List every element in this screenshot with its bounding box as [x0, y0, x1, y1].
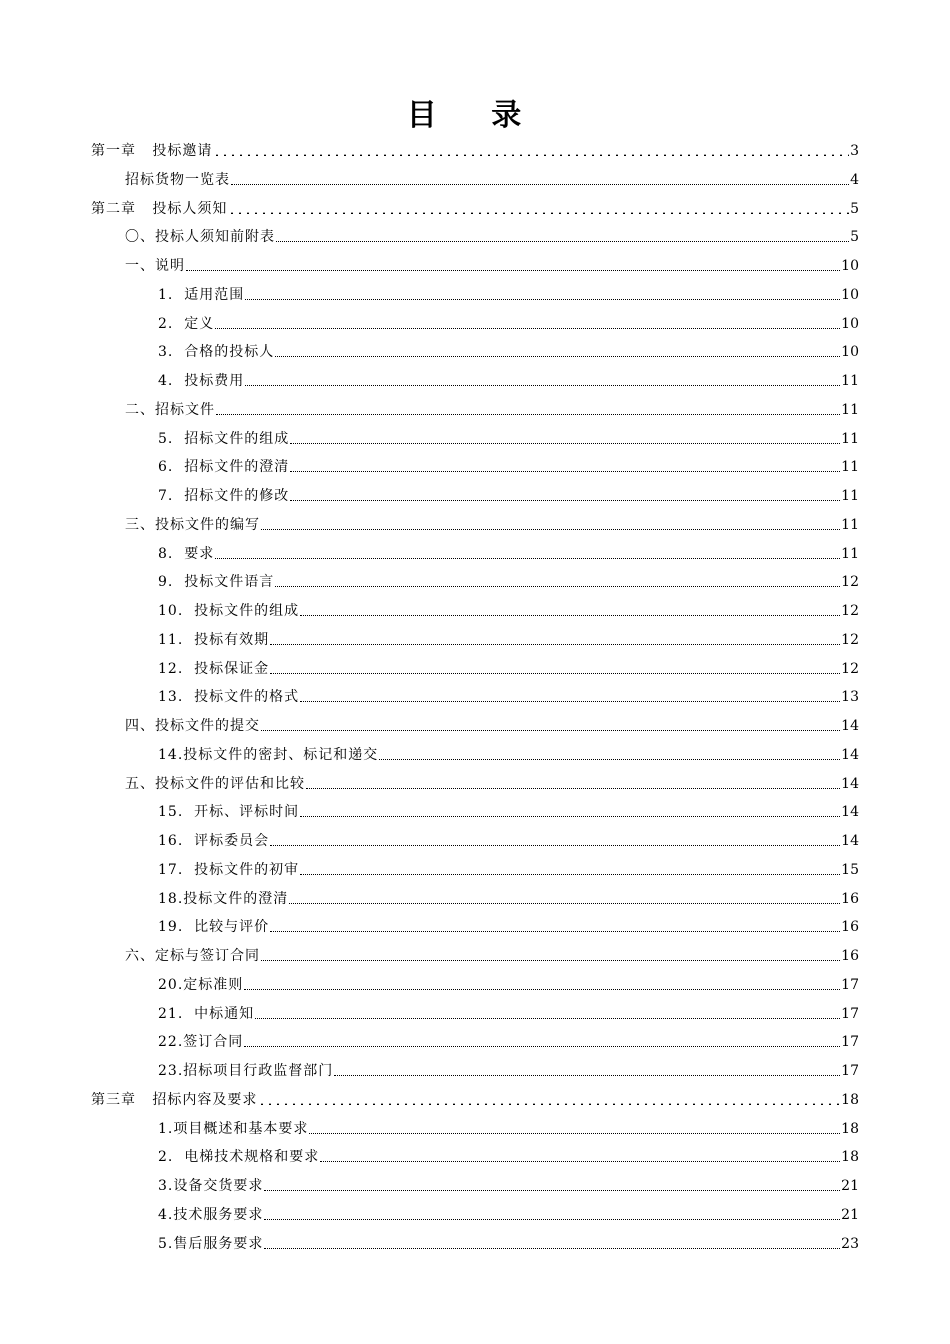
toc-leader-dots [379, 758, 840, 760]
toc-entry[interactable] [125, 771, 859, 793]
toc-entry[interactable] [91, 196, 859, 218]
toc-entry-page: 5 [850, 200, 859, 217]
toc-leader-dots [186, 269, 840, 271]
toc-entry[interactable] [158, 282, 859, 304]
toc-entry[interactable] [158, 541, 859, 563]
toc-entry-label: 6. 招标文件的澄清 [158, 459, 290, 476]
toc-entry-page: 18 [841, 1091, 859, 1108]
toc-entry[interactable] [158, 368, 859, 390]
toc-entry[interactable] [91, 138, 859, 160]
toc-entry-label: 一、说明 [125, 258, 185, 274]
toc-leader-dots [270, 643, 840, 645]
toc-entry[interactable] [158, 598, 859, 620]
toc-entry-page: 18 [841, 1120, 859, 1137]
toc-entry[interactable] [158, 569, 859, 591]
toc-entry-page: 14 [841, 775, 859, 792]
toc-entry-label: 21. 中标通知 [158, 1005, 255, 1022]
toc-leader-dots [245, 298, 840, 300]
toc-entry-label: 4. 投标费用 [158, 373, 245, 389]
toc-entry[interactable] [158, 828, 859, 850]
toc-leader-dots [245, 384, 840, 386]
toc-entry-label: 5. 招标文件的组成 [158, 430, 290, 447]
toc-entry-label: 14.投标文件的密封、标记和递交 [158, 746, 379, 763]
toc-entry-page: 3 [850, 143, 859, 159]
toc-leader-dots [215, 327, 840, 329]
toc-entry[interactable] [158, 1001, 859, 1023]
toc-entry[interactable] [158, 742, 859, 764]
toc-leader-dots [275, 355, 840, 357]
toc-leader-dots [290, 470, 840, 472]
toc-entry[interactable] [125, 943, 859, 965]
toc-entry-label: 22.签订合同 [158, 1034, 244, 1051]
toc-entry-page: 5 [850, 229, 859, 246]
toc-entry[interactable] [158, 1116, 859, 1138]
toc-entry-label: 二、招标文件 [125, 401, 215, 418]
toc-entry-page: 12 [841, 631, 859, 648]
toc-entry-label: 9. 投标文件语言 [158, 574, 275, 591]
toc-entry-page: 11 [841, 401, 859, 418]
toc-leader-dots [270, 930, 840, 932]
toc-leader-dots [244, 1045, 840, 1047]
toc-entry[interactable] [91, 1087, 859, 1109]
toc-leader-dots [270, 672, 840, 674]
toc-leader-dots [309, 1132, 840, 1134]
toc-entry-label: 五、投标文件的评估和比较 [125, 775, 305, 792]
toc-entry-label: 8. 要求 [158, 545, 215, 562]
toc-leader-dots [264, 1189, 840, 1191]
toc-entry-label: 7. 招标文件的修改 [158, 488, 290, 504]
toc-leader-dots [276, 240, 849, 242]
toc-entry[interactable] [158, 857, 859, 879]
toc-leader-dots [255, 1017, 840, 1019]
toc-entry[interactable] [158, 426, 859, 448]
toc-entry-page: 14 [841, 833, 859, 849]
toc-entry-page: 13 [841, 689, 859, 706]
toc-entry-label: 12. 投标保证金 [158, 660, 270, 677]
toc-entry[interactable] [158, 1202, 859, 1224]
toc-entry-page: 17 [841, 1063, 859, 1079]
toc-entry[interactable] [158, 1144, 859, 1166]
toc-entry-label: 19. 比较与评价 [158, 919, 270, 936]
toc-entry-label: 3. 合格的投标人 [158, 344, 275, 361]
toc-entry-label: 六、定标与签订合同 [125, 948, 260, 964]
toc-leader-dots [275, 585, 840, 587]
toc-entry-label: 2. 电梯技术规格和要求 [158, 1149, 320, 1166]
toc-entry-label: 23.招标项目行政监督部门 [158, 1063, 334, 1079]
toc-entry[interactable] [125, 397, 859, 419]
toc-leader-dots [270, 844, 840, 846]
toc-leader-dots [261, 528, 840, 530]
toc-leader-dots [258, 1103, 840, 1105]
toc-leader-dots [244, 988, 840, 990]
toc-leader-dots [334, 1074, 840, 1076]
toc-entry-page: 11 [841, 516, 859, 533]
toc-entry[interactable] [158, 1231, 859, 1253]
toc-entry[interactable] [158, 684, 859, 706]
toc-entry-page: 21 [841, 1178, 859, 1194]
toc-entry-page: 16 [841, 948, 859, 964]
toc-leader-dots [290, 499, 840, 501]
toc-entry-label: 第二章 投标人须知 [91, 200, 228, 217]
toc-entry[interactable] [158, 972, 859, 994]
toc-entry-page: 10 [841, 286, 859, 303]
toc-entry[interactable] [158, 311, 859, 333]
toc-entry[interactable] [125, 167, 859, 189]
toc-entry[interactable] [158, 627, 859, 649]
toc-entry-label: 四、投标文件的提交 [125, 718, 260, 734]
toc-leader-dots [213, 154, 849, 156]
toc-entry[interactable] [125, 253, 859, 275]
toc-entry[interactable] [158, 339, 859, 361]
toc-entry[interactable] [158, 1058, 859, 1080]
toc-entry-page: 17 [841, 1034, 859, 1051]
toc-entry[interactable] [125, 713, 859, 735]
toc-leader-dots [264, 1247, 840, 1249]
toc-leader-dots [289, 902, 840, 904]
toc-entry-label: 第一章 投标邀请 [91, 143, 213, 159]
toc-entry-label: 第三章 招标内容及要求 [91, 1091, 258, 1108]
toc-entry-label: 18.投标文件的澄清 [158, 890, 289, 907]
toc-entry[interactable] [158, 799, 859, 821]
toc-entry-label: 10. 投标文件的组成 [158, 603, 300, 619]
toc-entry[interactable] [158, 454, 859, 476]
toc-leader-dots [290, 442, 840, 444]
toc-entry-label: 16. 评标委员会 [158, 833, 270, 849]
toc-entry-page: 14 [841, 718, 859, 734]
toc-entry[interactable] [125, 224, 859, 246]
toc-entry-label: 2. 定义 [158, 315, 215, 332]
toc-leader-dots [264, 1218, 840, 1220]
toc-entry-page: 11 [841, 430, 859, 447]
toc-leader-dots [300, 614, 840, 616]
toc-leader-dots [320, 1160, 840, 1162]
toc-entry[interactable] [125, 512, 859, 534]
toc-entry-label: 17. 投标文件的初审 [158, 861, 300, 878]
toc-entry-page: 14 [841, 804, 859, 821]
toc-entry-label: 1.项目概述和基本要求 [158, 1120, 309, 1137]
toc-entry-page: 11 [841, 488, 859, 504]
toc-leader-dots [228, 212, 849, 214]
toc-entry-page: 23 [841, 1235, 859, 1252]
toc-entry-page: 21 [841, 1206, 859, 1223]
page-title: 目 录 [406, 98, 544, 133]
toc-leader-dots [216, 413, 840, 415]
toc-entry[interactable] [158, 1029, 859, 1051]
toc-entry-label: 〇、投标人须知前附表 [125, 229, 275, 246]
toc-entry-page: 16 [841, 919, 859, 936]
toc-leader-dots [300, 815, 840, 817]
toc-entry-label: 三、投标文件的编写 [125, 516, 260, 533]
toc-entry-label: 3.设备交货要求 [158, 1178, 264, 1194]
toc-leader-dots [215, 557, 840, 559]
toc-entry[interactable] [158, 483, 859, 505]
toc-entry-page: 11 [841, 459, 859, 476]
toc-leader-dots [300, 873, 840, 875]
toc-entry-label: 11. 投标有效期 [158, 631, 270, 648]
toc-entry[interactable] [158, 886, 859, 908]
toc-entry-label: 15. 开标、评标时间 [158, 804, 300, 821]
toc-entry-page: 14 [841, 746, 859, 763]
toc-entry-page: 17 [841, 976, 859, 993]
toc-entry-label: 20.定标准则 [158, 976, 244, 993]
toc-entry-label: 1. 适用范围 [158, 286, 245, 303]
toc-leader-dots [261, 729, 840, 731]
toc-entry-page: 12 [841, 660, 859, 677]
toc-entry-page: 17 [841, 1005, 859, 1022]
toc-entry-page: 10 [841, 258, 859, 274]
toc-entry-page: 18 [841, 1149, 859, 1166]
toc-entry[interactable] [158, 914, 859, 936]
toc-entry-page: 11 [841, 545, 859, 562]
toc-entry[interactable] [158, 1173, 859, 1195]
toc-entry-label: 招标货物一览表 [125, 171, 230, 188]
toc-entry-label: 4.技术服务要求 [158, 1206, 264, 1223]
toc-entry-page: 11 [841, 373, 859, 389]
toc-entry-page: 12 [841, 603, 859, 619]
toc-entry-label: 13. 投标文件的格式 [158, 689, 300, 706]
toc-entry-page: 10 [841, 344, 859, 361]
toc-entry-page: 16 [841, 890, 859, 907]
toc-entry-page: 10 [841, 315, 859, 332]
toc-leader-dots [300, 700, 840, 702]
toc-entry-page: 4 [850, 171, 859, 188]
toc-leader-dots [261, 959, 840, 961]
toc-entry-page: 15 [841, 861, 859, 878]
toc-entry-page: 12 [841, 574, 859, 591]
toc-leader-dots [231, 183, 849, 185]
toc-entry[interactable] [158, 656, 859, 678]
toc-leader-dots [306, 787, 840, 789]
toc-entry-label: 5.售后服务要求 [158, 1235, 264, 1252]
